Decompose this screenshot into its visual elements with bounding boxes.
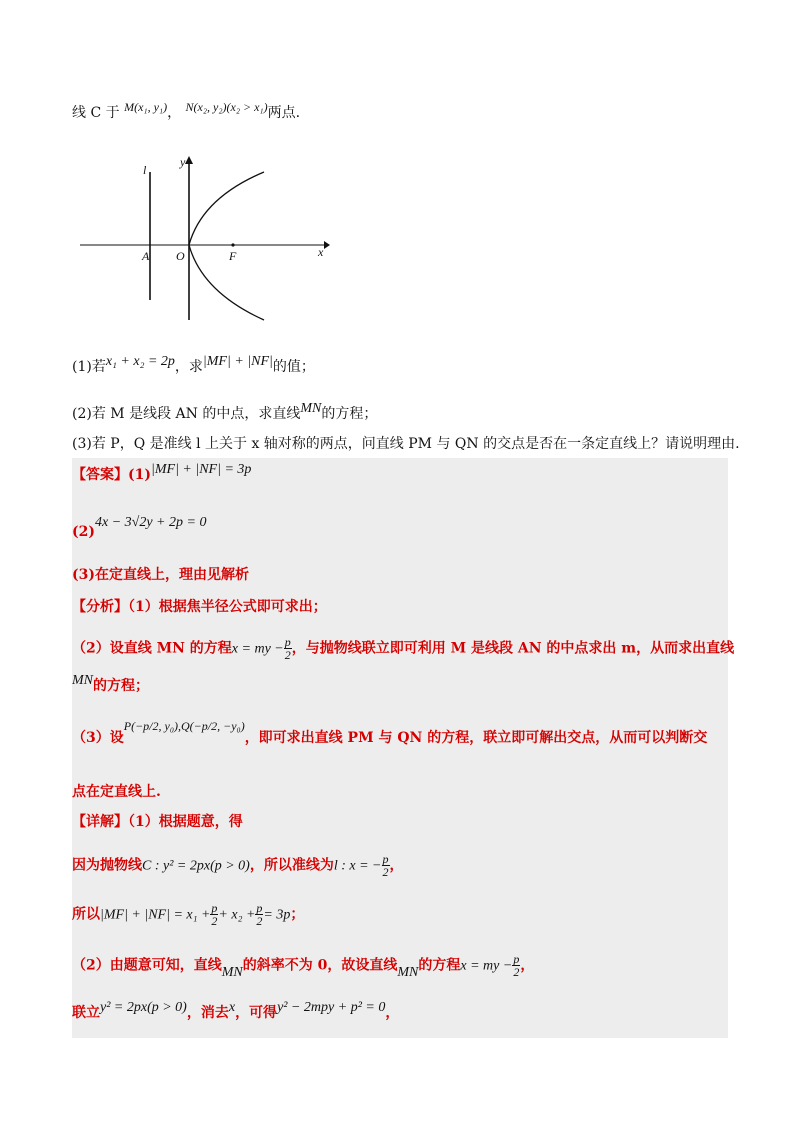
q1-mid: ，求	[174, 359, 203, 375]
analysis-p2-prefix: （2）设直线 MN 的方程	[72, 640, 232, 657]
detail-d4-mid: 的斜率不为 0，故设直线	[242, 957, 398, 974]
answer-2-label: (2)	[72, 524, 95, 540]
detail-d2-prefix: 因为抛物线	[72, 857, 142, 874]
intro-sep: ，	[167, 105, 182, 121]
parabola-curve	[189, 172, 264, 320]
detail-tag: 【详解】	[72, 814, 128, 830]
detail-d4-mid2: 的方程	[418, 957, 461, 974]
q1-condition: x₁ + x₂ = 2p	[105, 354, 175, 369]
answer-3: (3)在定直线上，理由见解析	[72, 567, 249, 583]
analysis-p3-prefix: （3）设	[72, 730, 124, 746]
detail-d4-mn2: MN	[397, 964, 419, 980]
frac-denominator: 2	[256, 914, 263, 928]
detail-d2-frac	[382, 853, 390, 878]
label-f: F	[229, 249, 237, 263]
parabola-figure	[72, 150, 342, 330]
detail-d5-eq2: y² − 2mpy + p² = 0	[277, 1000, 386, 1015]
question-3: (3)若 P，Q 是准线 l 上关于 x 轴对称的两点，问直线 PM 与 QN 的交点是否在一条定直线上？请说明理由.	[72, 436, 740, 452]
label-a: A	[142, 249, 150, 263]
q2-prefix: (2)若 M 是线段 AN 的中点，求直线	[72, 406, 301, 422]
detail-d4-eq: x = my −	[460, 958, 513, 974]
detail-d1: （1）根据题意，得	[128, 814, 243, 830]
detail-d3-eq-a: |MF| + |NF| = x₁ +	[100, 907, 211, 923]
analysis-p2-end: 的方程；	[93, 678, 149, 694]
detail-d4-mn: MN	[221, 964, 243, 980]
point-m: M(x₁, y₁)	[124, 100, 168, 114]
answer-1: |MF| + |NF| = 3p	[151, 462, 252, 477]
detail-line-1	[72, 812, 243, 832]
detail-d5-end: ，	[385, 1005, 400, 1021]
detail-d4-end: ，	[520, 957, 535, 974]
frac-numerator: p	[382, 852, 389, 866]
analysis-p2-suffix: ，与抛物线联立即可利用 M 是线段 AN 的中点求出 m，从而求出直线	[291, 640, 735, 657]
intro-suffix: 两点.	[267, 105, 301, 121]
detail-d4-prefix: （2）由题意可知，直线	[72, 957, 222, 974]
detail-line-4	[72, 953, 534, 978]
answer-2: 4x − 3√2y + 2p = 0	[95, 515, 207, 530]
q2-mn: MN	[300, 401, 322, 416]
question-1	[72, 354, 315, 378]
frac-denominator: 2	[382, 865, 389, 879]
q2-suffix: 的方程；	[321, 406, 378, 422]
intro-prefix: 线 C 于	[72, 105, 120, 121]
detail-d5-prefix: 联立	[72, 1005, 100, 1021]
x-axis-arrow	[324, 241, 330, 249]
analysis-line-1	[72, 597, 327, 617]
detail-d3-prefix: 所以	[72, 906, 100, 923]
intro-line	[72, 100, 301, 123]
answer-tag: 【答案】(1)	[72, 467, 151, 483]
q1-expression: |MF| + |NF|	[202, 354, 273, 369]
detail-line-2	[72, 853, 404, 878]
detail-d3-eq-c: = 3p	[263, 907, 291, 923]
detail-d5-mid2: ，可得	[235, 1005, 278, 1021]
y-axis-arrow	[185, 156, 193, 164]
detail-d2-l: l : x = −	[333, 858, 382, 874]
detail-d2-eq: C : y² = 2px(p > 0)	[142, 858, 250, 874]
detail-d2-mid: ，所以准线为	[249, 857, 334, 874]
frac-denominator: 2	[211, 914, 218, 928]
detail-d5-mid: ，消去	[186, 1005, 229, 1021]
label-x: x	[318, 245, 324, 259]
solution-box	[72, 458, 728, 1038]
analysis-p3-end: 点在定直线上.	[72, 784, 161, 800]
analysis-p3-pq: P(−p/2, y₀),Q(−p/2, −y₀)	[123, 719, 245, 733]
frac-denominator: 2	[513, 965, 520, 979]
answer-line-2	[72, 512, 207, 540]
focus-point	[231, 243, 234, 246]
detail-d5-eq: y² = 2px(p > 0)	[100, 1000, 187, 1015]
analysis-p2-eq: x = my −	[231, 641, 284, 657]
detail-d3-eq-b: + x₂ +	[218, 907, 256, 923]
analysis-line-4	[72, 719, 708, 748]
detail-line-3	[72, 902, 304, 927]
analysis-p2-frac	[284, 636, 292, 661]
detail-d2-end: ，	[389, 857, 404, 874]
analysis-line-2	[72, 636, 734, 661]
q1-prefix: (1)若	[72, 359, 106, 375]
label-o: O	[176, 249, 185, 263]
frac-numerator: p	[513, 952, 520, 966]
label-y: y	[180, 155, 186, 169]
detail-d3-end: ；	[290, 906, 305, 923]
detail-d5-x: x	[228, 1000, 236, 1015]
frac-numerator: p	[211, 901, 218, 915]
point-n: N(x₂, y₂)(x₂ > x₁)	[185, 100, 268, 114]
frac-denominator: 2	[284, 648, 291, 662]
frac-numerator: p	[256, 901, 263, 915]
analysis-line-3	[72, 673, 149, 697]
frac-numerator: p	[284, 635, 291, 649]
label-l: l	[143, 163, 147, 177]
detail-line-5	[72, 1000, 400, 1024]
question-2	[72, 401, 378, 425]
analysis-p2-mn: MN	[72, 673, 93, 688]
answer-line-1	[72, 462, 252, 486]
analysis-p1: （1）根据焦半径公式即可求出；	[128, 599, 327, 615]
analysis-p3-suffix: ，即可求出直线 PM 与 QN 的方程，联立即可解出交点，从而可以判断交	[244, 730, 708, 746]
analysis-tag: 【分析】	[72, 599, 128, 615]
q1-suffix: 的值；	[272, 359, 315, 375]
